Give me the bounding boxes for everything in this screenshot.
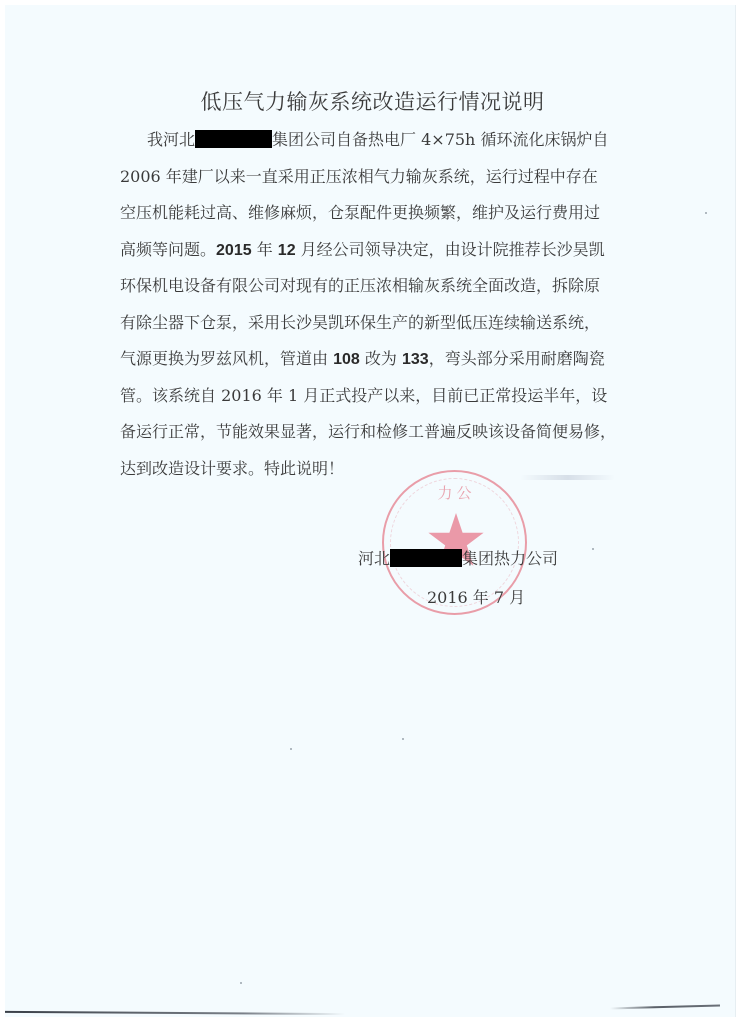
body-line-3: 空压机能耗过高、维修麻烦，仓泵配件更换频繁，维护及运行费用过 — [120, 203, 601, 222]
redaction-block — [390, 549, 462, 567]
scan-speck — [705, 212, 707, 214]
text-segment: 集团公司自备热电厂 4×75h 循环流化床锅炉自 — [272, 130, 609, 149]
month-number: 12 — [277, 241, 296, 259]
pipe-size-new: 133 — [401, 351, 429, 368]
scan-speck — [290, 748, 292, 750]
text-segment: 集团热力公司 — [462, 549, 559, 568]
scan-speck — [592, 548, 594, 550]
body-line-6: 有除尘器下仓泵，采用长沙昊凯环保生产的新型低压连续输送系统， — [120, 312, 601, 332]
text-segment: 河北 — [358, 549, 391, 568]
scan-speck — [402, 738, 404, 740]
text-segment: 高频等问题。 — [120, 239, 217, 259]
scan-speck — [240, 982, 242, 984]
body-line-7 — [120, 341, 620, 378]
year-number: 2015 — [216, 241, 252, 259]
text-segment: 气源更换为罗兹风机，管道由 — [120, 349, 334, 368]
text-segment: ，弯头部分采用耐磨陶瓷 — [428, 349, 605, 368]
body-line-10: 达到改造设计要求。特此说明！ — [120, 458, 345, 478]
body-line-5: 环保机电设备有限公司对现有的正压浓相输灰系统全面改造，拆除原 — [120, 276, 601, 295]
document-body — [120, 122, 620, 487]
text-segment: 年 — [251, 239, 278, 259]
scan-smudge — [520, 475, 615, 480]
document-title: 低压气力输灰系统改造运行情况说明 — [200, 90, 545, 114]
text-segment: 月经公司领导决定，由设计院推荐长沙昊凯 — [295, 239, 605, 259]
signature-line — [358, 546, 558, 569]
document-date: 2016 年 7 月 — [427, 588, 526, 607]
pipe-size-old: 108 — [333, 351, 360, 368]
body-line-2: 2006 年建厂以来一直采用正压浓相气力输灰系统，运行过程中存在 — [120, 166, 598, 186]
body-line-8: 管。该系统自 2016 年 1 月正式投产以来，目前已正常投运半年，设 — [120, 385, 608, 405]
body-line-4 — [120, 232, 620, 269]
body-line-9: 备运行正常，节能效果显著，运行和检修工普遍反映该设备简便易修， — [120, 422, 617, 441]
text-segment: 我河北 — [147, 130, 196, 149]
redaction-block — [195, 130, 272, 148]
body-line-1 — [120, 122, 620, 159]
seal-text: 力公 — [437, 484, 476, 502]
text-segment: 改为 — [359, 349, 402, 368]
